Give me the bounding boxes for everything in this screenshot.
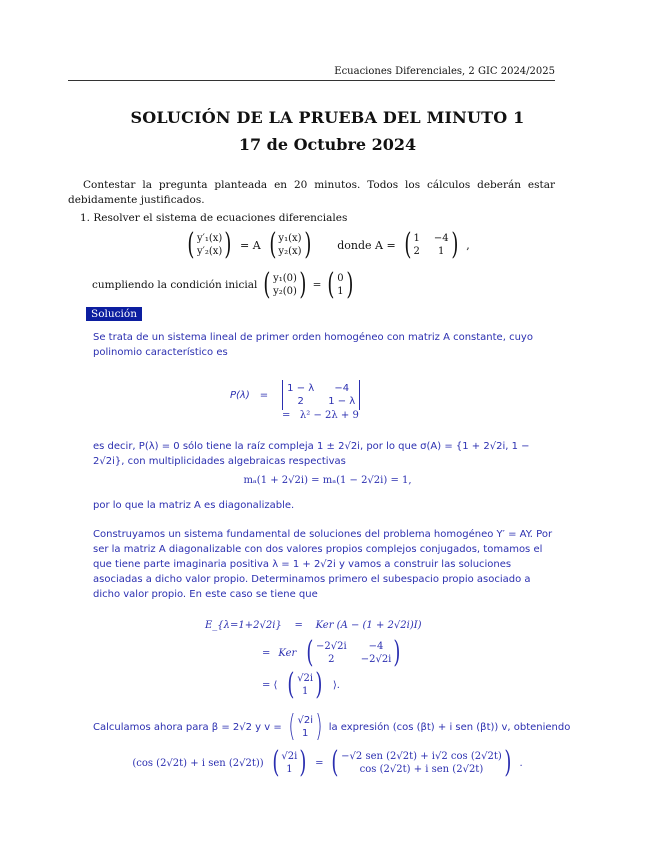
parenthesis: (: [263, 267, 271, 302]
eigenspace-label: E_{λ=1+2√2i}: [205, 620, 282, 631]
document-title: SOLUCIÓN DE LA PRUEBA DEL MINUTO 1: [130, 108, 525, 127]
matrix-entry: −4: [433, 233, 449, 244]
rhs-vector: [267, 227, 314, 262]
eigenspace-line-2: = Ker ( −2√2i −4 2 −2√2i ): [262, 638, 403, 668]
document-date: 17 de Octubre 2024: [238, 135, 417, 154]
matrix-cells: [316, 640, 391, 666]
problem-statement: [80, 211, 567, 226]
running-header: Ecuaciones Diferenciales, 2 GIC 2024/2025: [334, 66, 555, 77]
parenthesis: (: [306, 635, 314, 670]
parenthesis: (: [288, 709, 296, 744]
matrix-A: [402, 227, 461, 262]
matrix-entry: √2i: [297, 715, 313, 726]
problem-text: Resolver el sistema de ecuaciones diferenciales: [93, 212, 348, 224]
matrix-entry: 1: [302, 728, 309, 739]
parenthesis: (: [331, 745, 339, 780]
condition-lhs: [261, 267, 308, 302]
matrix-cells: [278, 232, 301, 258]
matrix-cells: [281, 750, 297, 776]
parenthesis: ): [303, 227, 311, 262]
matrix-cells: [341, 750, 502, 776]
system-equation: ( y′₁(x) y′₂(x) ) = A ( y₁(x) y₂(x) ) donde A = ( 1 −4 2 1 ) ,: [0, 230, 655, 260]
parenthesis: ): [315, 709, 323, 744]
determinant: [278, 380, 364, 410]
matrix-entry: 2: [297, 396, 304, 407]
header-rule: [68, 80, 555, 81]
parenthesis: ): [224, 227, 232, 262]
matrix-entry: 2: [328, 654, 335, 665]
matrix-entry: 1 − λ: [328, 396, 356, 407]
equals-A: = A: [240, 238, 261, 252]
matrix-entry: 1: [337, 286, 344, 297]
solution-badge: Solución: [86, 307, 142, 321]
matrix-entry: √2i: [297, 673, 314, 684]
problem-number: 1.: [80, 212, 91, 224]
parenthesis: (: [272, 745, 280, 780]
condition-text: cumpliendo la condición inicial: [92, 279, 258, 291]
matrix-entry: −4: [368, 641, 384, 652]
parenthesis: ): [299, 267, 307, 302]
parenthesis: ): [315, 667, 323, 702]
equals-sign: =: [259, 389, 269, 401]
matrix-cells: [197, 232, 222, 258]
matrix-entry: 2: [413, 246, 420, 257]
matrix-entry: y₂(0): [273, 286, 297, 297]
parenthesis: ): [299, 745, 307, 780]
determinant-bar: [359, 380, 360, 410]
final-expression: (cos (2√2t) + i sen (2√2t)) ( √2i 1 ) = ( −√2 sen (2√2t) + i√2 cos (2√2t) cos (2√2t) + i sen (2√2t) ) .: [132, 745, 523, 780]
p5-start: Calculamos ahora para β = 2√2 y v =: [93, 721, 282, 733]
determinant-bar: [282, 380, 283, 410]
parenthesis: ): [393, 635, 401, 670]
solution-paragraph-5: [93, 709, 571, 744]
final-vector: [270, 745, 309, 780]
matrix-entry: cos (2√2t) + i sen (2√2t): [359, 764, 484, 775]
solution-paragraph-2: es decir, P(λ) = 0 sólo tiene la raíz compleja 1 ± 2√2i, por lo que σ(A) = {1 + 2√2i, 1 − 2√2i}, con multiplicidades algebraicas respectivas: [93, 441, 530, 467]
matrix-cells: [337, 272, 343, 298]
matrix-cells: [273, 272, 297, 298]
parenthesis: ): [345, 267, 353, 302]
parenthesis: (: [287, 667, 295, 702]
kernel-matrix: [304, 635, 403, 670]
matrix-entry: 1 − λ: [287, 383, 315, 394]
eigenspace-line-1: E_{λ=1+2√2i} = Ker (A − (1 + 2√2i)I): [205, 620, 422, 631]
matrix-entry: 1: [413, 233, 420, 244]
matrix-cells: [297, 714, 313, 740]
eigenspace-line-3: = ⟨ ( √2i 1 ) ⟩.: [262, 667, 340, 702]
matrix-entry: y′₂(x): [196, 246, 223, 257]
euler-factor: (cos (2√2t) + i sen (2√2t)): [132, 757, 264, 769]
matrix-entry: −√2 sen (2√2t) + i√2 cos (2√2t): [341, 751, 502, 762]
matrix-entry: 1: [286, 764, 293, 775]
eigenvector: [285, 667, 324, 702]
matrix-entry: 0: [337, 273, 344, 284]
matrix-entry: y₁(x): [278, 233, 302, 244]
matrix-entry: y′₁(x): [196, 233, 223, 244]
solution-paragraph-1: Se trata de un sistema lineal de primer orden homogéneo con matriz A constante, cuyo polinomio característico es: [93, 332, 533, 358]
p5-end: la expresión (cos (βt) + i sen (βt)) v, obteniendo: [328, 721, 571, 733]
matrix-entry: −4: [334, 383, 350, 394]
donde-label: donde A =: [337, 238, 396, 252]
parenthesis: (: [269, 227, 277, 262]
matrix-entry: 1: [301, 686, 309, 697]
multiplicities: mₐ(1 + 2√2i) = mₐ(1 − 2√2i) = 1,: [243, 475, 412, 486]
polynomial-value: λ² − 2λ + 9: [299, 410, 359, 421]
initial-condition: cumpliendo la condición inicial ( y₁(0) y₂(0) ) = ( 0 1 ): [92, 270, 355, 300]
P-label: P(λ): [230, 389, 250, 401]
parenthesis: (: [404, 227, 412, 262]
vector-v: [286, 709, 325, 744]
matrix-cells: [413, 232, 448, 258]
matrix-cells: [297, 672, 313, 698]
final-result-vector: [329, 745, 513, 780]
matrix-entry: y₁(0): [273, 273, 297, 284]
matrix-entry: −2√2i: [360, 654, 392, 665]
parenthesis: ): [504, 745, 512, 780]
kernel-label: Ker: [278, 647, 297, 659]
matrix-entry: −2√2i: [316, 641, 347, 652]
solution-paragraph-3: por lo que la matriz A es diagonalizable.: [93, 500, 295, 511]
characteristic-polynomial: [230, 380, 364, 410]
parenthesis: ): [450, 227, 458, 262]
kernel-expression: Ker (A − (1 + 2√2i)I): [315, 620, 422, 631]
polynomial-result: = λ² − 2λ + 9: [282, 410, 359, 421]
matrix-cells: [287, 382, 355, 408]
matrix-entry: √2i: [281, 751, 298, 762]
parenthesis: (: [187, 227, 195, 262]
condition-rhs: [325, 267, 355, 302]
solution-paragraph-4: Construyamos un sistema fundamental de soluciones del problema homogéneo Y′ = AY. Por ser la matriz A diagonalizable con dos valores propios complejos conjugados, tomamos el que tiene parte imaginaria positiva λ = 1 + 2√2i y vamos a construir las soluciones asociadas a dicho valor propio. Determinamos primero el subespacio propio asociado a dicho valor propio. En este caso se tiene que: [93, 529, 553, 600]
lhs-vector: [185, 227, 234, 262]
matrix-entry: 1: [438, 246, 445, 257]
matrix-entry: y₂(x): [278, 246, 302, 257]
parenthesis: (: [327, 267, 335, 302]
instructions: Contestar la pregunta planteada en 20 minutos. Todos los cálculos deberán estar debidamente justificados.: [68, 179, 555, 206]
